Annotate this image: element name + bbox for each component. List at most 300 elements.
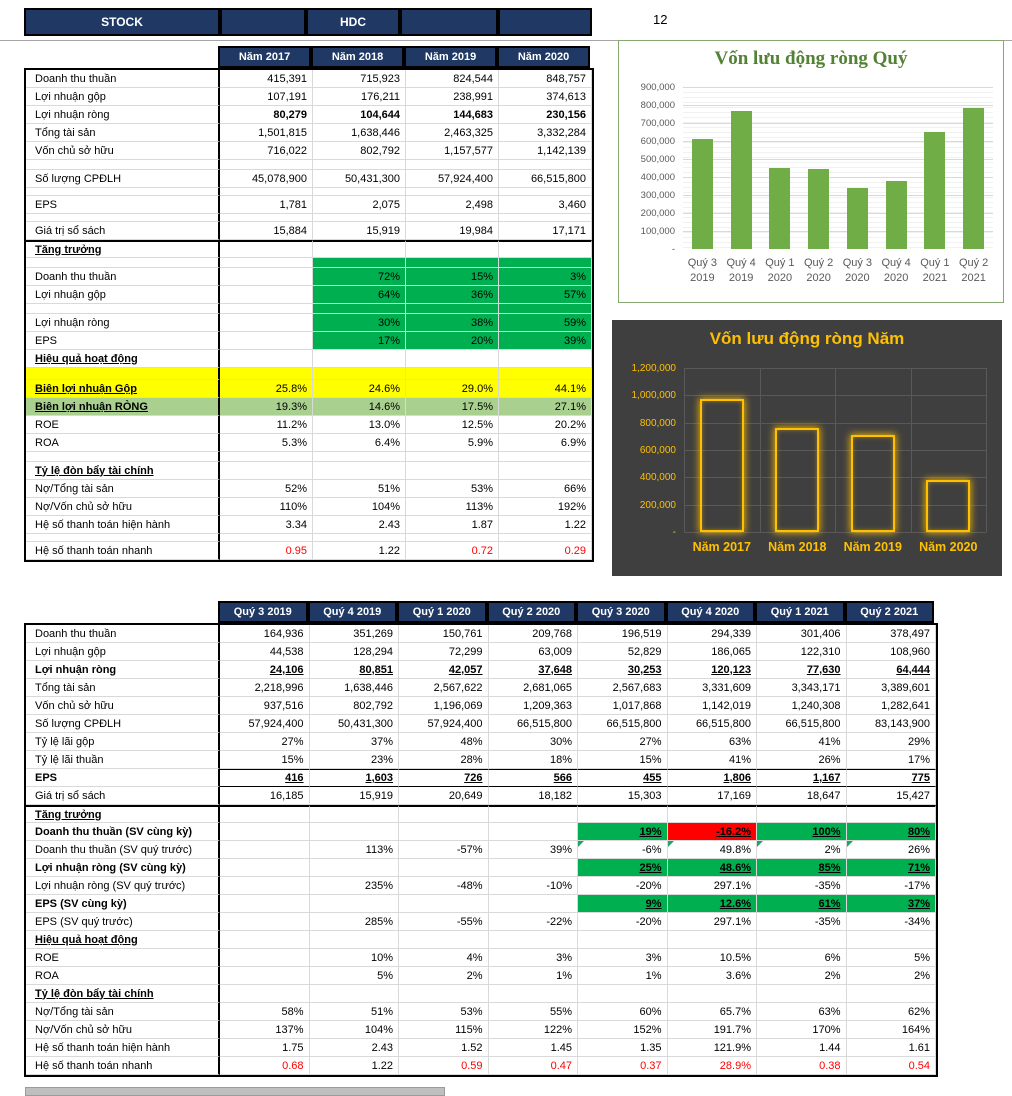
table-cell[interactable]: 1.87 bbox=[406, 516, 499, 534]
table-cell[interactable]: 5% bbox=[847, 949, 937, 967]
row-label[interactable]: Lợi nhuận ròng bbox=[26, 314, 220, 332]
table-cell[interactable] bbox=[220, 452, 313, 462]
table-cell[interactable] bbox=[310, 931, 400, 949]
quarterly-working-capital-chart[interactable] bbox=[618, 40, 1004, 303]
table-cell[interactable]: 716,022 bbox=[220, 142, 313, 160]
table-cell[interactable]: -35% bbox=[757, 913, 847, 931]
table-cell[interactable] bbox=[406, 304, 499, 314]
table-cell[interactable] bbox=[220, 286, 313, 304]
table-cell[interactable] bbox=[220, 314, 313, 332]
table-cell[interactable]: 2,567,683 bbox=[578, 679, 668, 697]
table-cell[interactable]: 715,923 bbox=[313, 70, 406, 88]
row-label[interactable]: Lợi nhuận gộp bbox=[26, 643, 220, 661]
table-cell[interactable] bbox=[499, 368, 592, 380]
row-label[interactable]: Lợi nhuận ròng (SV cùng kỳ) bbox=[26, 859, 220, 877]
table-cell[interactable]: 66,515,800 bbox=[499, 170, 592, 188]
table-cell[interactable]: 16,185 bbox=[220, 787, 310, 805]
table-cell[interactable]: 0.59 bbox=[399, 1057, 489, 1075]
table-cell[interactable] bbox=[220, 859, 310, 877]
table-cell[interactable]: 57,924,400 bbox=[220, 715, 310, 733]
table-cell[interactable]: 416 bbox=[220, 769, 310, 787]
table-cell[interactable] bbox=[220, 268, 313, 286]
table-cell[interactable]: 77,630 bbox=[757, 661, 847, 679]
table-cell[interactable]: 17% bbox=[847, 751, 937, 769]
table-cell[interactable] bbox=[489, 859, 579, 877]
row-label[interactable]: ROA bbox=[26, 434, 220, 452]
table-cell[interactable]: 17% bbox=[313, 332, 406, 350]
table-cell[interactable]: 122,310 bbox=[757, 643, 847, 661]
table-cell[interactable] bbox=[220, 160, 313, 170]
row-label[interactable]: EPS (SV quý trước) bbox=[26, 913, 220, 931]
table-cell[interactable]: 29.0% bbox=[406, 380, 499, 398]
table-cell[interactable] bbox=[220, 304, 313, 314]
table-cell[interactable]: 3.6% bbox=[668, 967, 758, 985]
table-cell[interactable]: 120,123 bbox=[668, 661, 758, 679]
table-cell[interactable] bbox=[313, 534, 406, 542]
row-label[interactable]: Giá trị sổ sách bbox=[26, 787, 220, 805]
table-cell[interactable]: 3,343,171 bbox=[757, 679, 847, 697]
table-cell[interactable]: 50,431,300 bbox=[310, 715, 400, 733]
table-cell[interactable]: 1% bbox=[578, 967, 668, 985]
table-cell[interactable]: 0.47 bbox=[489, 1057, 579, 1075]
row-label[interactable]: EPS bbox=[26, 769, 220, 787]
table-cell[interactable]: 104% bbox=[310, 1021, 400, 1039]
table-cell[interactable]: 64,444 bbox=[847, 661, 937, 679]
table-cell[interactable]: 121.9% bbox=[668, 1039, 758, 1057]
table-cell[interactable] bbox=[489, 895, 579, 913]
table-cell[interactable] bbox=[668, 931, 758, 949]
row-label[interactable]: Hệ số thanh toán hiện hành bbox=[26, 516, 220, 534]
table-cell[interactable]: 62% bbox=[847, 1003, 937, 1021]
row-label[interactable] bbox=[26, 214, 220, 222]
table-cell[interactable] bbox=[220, 534, 313, 542]
table-cell[interactable]: 3.34 bbox=[220, 516, 313, 534]
table-cell[interactable]: 12.6% bbox=[668, 895, 758, 913]
column-header[interactable]: Quý 1 2020 bbox=[397, 601, 487, 623]
table-cell[interactable]: 128,294 bbox=[310, 643, 400, 661]
table-cell[interactable] bbox=[757, 931, 847, 949]
table-cell[interactable]: 297.1% bbox=[668, 877, 758, 895]
table-cell[interactable]: 66,515,800 bbox=[668, 715, 758, 733]
table-cell[interactable] bbox=[220, 805, 310, 823]
table-cell[interactable] bbox=[220, 350, 313, 368]
table-cell[interactable]: 28% bbox=[399, 751, 489, 769]
stock-header-cell-empty[interactable] bbox=[498, 8, 592, 36]
table-cell[interactable]: 50,431,300 bbox=[313, 170, 406, 188]
table-cell[interactable]: 1,142,019 bbox=[668, 697, 758, 715]
table-cell[interactable] bbox=[499, 462, 592, 480]
row-label[interactable]: ROE bbox=[26, 416, 220, 434]
table-cell[interactable]: 1,603 bbox=[310, 769, 400, 787]
table-cell[interactable]: 0.37 bbox=[578, 1057, 668, 1075]
row-label[interactable]: Nợ/Vốn chủ sở hữu bbox=[26, 1021, 220, 1039]
table-cell[interactable] bbox=[220, 240, 313, 258]
stock-header-cell-stock[interactable]: STOCK bbox=[24, 8, 220, 36]
table-cell[interactable]: 15% bbox=[578, 751, 668, 769]
table-cell[interactable] bbox=[310, 823, 400, 841]
table-cell[interactable]: 137% bbox=[220, 1021, 310, 1039]
table-cell[interactable]: 3,460 bbox=[499, 196, 592, 214]
section-label[interactable]: Tỷ lệ đòn bẩy tài chính bbox=[26, 462, 220, 480]
table-cell[interactable]: -17% bbox=[847, 877, 937, 895]
table-cell[interactable]: 37% bbox=[847, 895, 937, 913]
table-cell[interactable] bbox=[399, 985, 489, 1003]
row-label[interactable]: Giá trị sổ sách bbox=[26, 222, 220, 240]
table-cell[interactable] bbox=[578, 805, 668, 823]
table-cell[interactable]: 110% bbox=[220, 498, 313, 516]
table-cell[interactable] bbox=[499, 258, 592, 268]
table-cell[interactable]: 301,406 bbox=[757, 625, 847, 643]
row-label[interactable]: Biên lợi nhuận RÒNG bbox=[26, 398, 220, 416]
table-cell[interactable]: 51% bbox=[310, 1003, 400, 1021]
table-cell[interactable] bbox=[489, 931, 579, 949]
table-cell[interactable]: 39% bbox=[489, 841, 579, 859]
table-cell[interactable] bbox=[310, 859, 400, 877]
table-cell[interactable]: 52,829 bbox=[578, 643, 668, 661]
table-cell[interactable]: 186,065 bbox=[668, 643, 758, 661]
section-label[interactable]: Tăng trưởng bbox=[26, 805, 220, 823]
table-cell[interactable]: 19% bbox=[578, 823, 668, 841]
table-cell[interactable]: 122% bbox=[489, 1021, 579, 1039]
table-cell[interactable]: 3% bbox=[578, 949, 668, 967]
table-cell[interactable]: -16.2% bbox=[668, 823, 758, 841]
table-cell[interactable]: 164,936 bbox=[220, 625, 310, 643]
table-cell[interactable] bbox=[313, 368, 406, 380]
row-label[interactable]: Lợi nhuận ròng (SV quý trước) bbox=[26, 877, 220, 895]
table-cell[interactable] bbox=[757, 985, 847, 1003]
table-cell[interactable]: 85% bbox=[757, 859, 847, 877]
table-cell[interactable]: 30% bbox=[313, 314, 406, 332]
table-cell[interactable]: 297.1% bbox=[668, 913, 758, 931]
table-cell[interactable]: 51% bbox=[313, 480, 406, 498]
table-cell[interactable]: 2% bbox=[757, 841, 847, 859]
table-cell[interactable]: 113% bbox=[406, 498, 499, 516]
table-cell[interactable] bbox=[220, 985, 310, 1003]
table-cell[interactable]: 5.3% bbox=[220, 434, 313, 452]
table-cell[interactable] bbox=[220, 931, 310, 949]
table-cell[interactable] bbox=[220, 214, 313, 222]
row-label[interactable] bbox=[26, 304, 220, 314]
row-label[interactable] bbox=[26, 452, 220, 462]
table-cell[interactable]: 57% bbox=[499, 286, 592, 304]
row-label[interactable]: Tổng tài sản bbox=[26, 679, 220, 697]
table-cell[interactable]: 66,515,800 bbox=[489, 715, 579, 733]
table-cell[interactable]: 802,792 bbox=[310, 697, 400, 715]
table-cell[interactable]: 104% bbox=[313, 498, 406, 516]
table-cell[interactable] bbox=[313, 240, 406, 258]
table-cell[interactable]: 285% bbox=[310, 913, 400, 931]
table-cell[interactable]: 1,017,868 bbox=[578, 697, 668, 715]
table-cell[interactable]: 64% bbox=[313, 286, 406, 304]
column-header[interactable]: Quý 3 2019 bbox=[218, 601, 308, 623]
column-header[interactable]: Quý 4 2019 bbox=[308, 601, 398, 623]
table-cell[interactable] bbox=[406, 462, 499, 480]
table-cell[interactable]: 49.8% bbox=[668, 841, 758, 859]
table-cell[interactable] bbox=[220, 462, 313, 480]
table-cell[interactable]: 2% bbox=[847, 967, 937, 985]
table-cell[interactable]: 374,613 bbox=[499, 88, 592, 106]
row-label[interactable]: Lợi nhuận ròng bbox=[26, 661, 220, 679]
table-cell[interactable]: 726 bbox=[399, 769, 489, 787]
table-cell[interactable]: 294,339 bbox=[668, 625, 758, 643]
table-cell[interactable] bbox=[313, 258, 406, 268]
table-cell[interactable] bbox=[406, 350, 499, 368]
table-cell[interactable]: 170% bbox=[757, 1021, 847, 1039]
table-cell[interactable]: 2,498 bbox=[406, 196, 499, 214]
table-cell[interactable]: 415,391 bbox=[220, 70, 313, 88]
table-cell[interactable]: 66% bbox=[499, 480, 592, 498]
table-cell[interactable]: 26% bbox=[847, 841, 937, 859]
column-header[interactable]: Quý 2 2021 bbox=[845, 601, 935, 623]
row-label[interactable]: ROE bbox=[26, 949, 220, 967]
table-cell[interactable]: 19,984 bbox=[406, 222, 499, 240]
table-cell[interactable]: -35% bbox=[757, 877, 847, 895]
column-header[interactable]: Quý 3 2020 bbox=[576, 601, 666, 623]
table-cell[interactable]: 3% bbox=[489, 949, 579, 967]
table-cell[interactable]: -20% bbox=[578, 913, 668, 931]
table-cell[interactable]: 848,757 bbox=[499, 70, 592, 88]
row-label[interactable]: Doanh thu thuần bbox=[26, 268, 220, 286]
table-cell[interactable] bbox=[310, 805, 400, 823]
table-cell[interactable] bbox=[499, 304, 592, 314]
table-cell[interactable] bbox=[578, 985, 668, 1003]
table-cell[interactable]: 6.9% bbox=[499, 434, 592, 452]
table-cell[interactable]: 13.0% bbox=[313, 416, 406, 434]
table-cell[interactable] bbox=[406, 452, 499, 462]
table-cell[interactable] bbox=[499, 240, 592, 258]
table-cell[interactable]: 80% bbox=[847, 823, 937, 841]
row-label[interactable]: Số lượng CPĐLH bbox=[26, 170, 220, 188]
table-cell[interactable]: 1,209,363 bbox=[489, 697, 579, 715]
table-cell[interactable]: 14.6% bbox=[313, 398, 406, 416]
table-cell[interactable]: 100% bbox=[757, 823, 847, 841]
table-cell[interactable] bbox=[313, 350, 406, 368]
table-cell[interactable]: 1,638,446 bbox=[313, 124, 406, 142]
table-cell[interactable]: 937,516 bbox=[220, 697, 310, 715]
table-cell[interactable]: 192% bbox=[499, 498, 592, 516]
table-cell[interactable]: 44,538 bbox=[220, 643, 310, 661]
table-cell[interactable]: 235% bbox=[310, 877, 400, 895]
yearly-working-capital-chart[interactable] bbox=[612, 320, 1002, 576]
table-cell[interactable]: -22% bbox=[489, 913, 579, 931]
table-cell[interactable]: 1% bbox=[489, 967, 579, 985]
table-cell[interactable]: 72% bbox=[313, 268, 406, 286]
table-cell[interactable]: 2% bbox=[399, 967, 489, 985]
table-cell[interactable]: 113% bbox=[310, 841, 400, 859]
row-label[interactable]: EPS bbox=[26, 332, 220, 350]
row-label[interactable]: Biên lợi nhuận Gộp bbox=[26, 380, 220, 398]
table-cell[interactable]: 351,269 bbox=[310, 625, 400, 643]
table-cell[interactable]: 80,279 bbox=[220, 106, 313, 124]
row-label[interactable]: Nợ/Tổng tài sản bbox=[26, 480, 220, 498]
row-label[interactable]: Tổng tài sản bbox=[26, 124, 220, 142]
table-cell[interactable]: 37,648 bbox=[489, 661, 579, 679]
table-cell[interactable]: 10% bbox=[310, 949, 400, 967]
table-cell[interactable]: 53% bbox=[399, 1003, 489, 1021]
table-cell[interactable]: 5% bbox=[310, 967, 400, 985]
table-cell[interactable]: 238,991 bbox=[406, 88, 499, 106]
table-cell[interactable]: 36% bbox=[406, 286, 499, 304]
table-cell[interactable]: 1.22 bbox=[313, 542, 406, 560]
table-cell[interactable]: 1.35 bbox=[578, 1039, 668, 1057]
table-cell[interactable]: 65.7% bbox=[668, 1003, 758, 1021]
table-cell[interactable]: 66,515,800 bbox=[757, 715, 847, 733]
row-label[interactable]: ROA bbox=[26, 967, 220, 985]
table-cell[interactable] bbox=[399, 859, 489, 877]
table-cell[interactable]: 1.44 bbox=[757, 1039, 847, 1057]
table-cell[interactable]: 1,196,069 bbox=[399, 697, 489, 715]
table-cell[interactable]: 30,253 bbox=[578, 661, 668, 679]
table-cell[interactable] bbox=[220, 877, 310, 895]
table-cell[interactable]: 15,919 bbox=[310, 787, 400, 805]
table-cell[interactable] bbox=[847, 985, 937, 1003]
table-cell[interactable] bbox=[399, 823, 489, 841]
table-cell[interactable]: 108,960 bbox=[847, 643, 937, 661]
row-label[interactable]: Doanh thu thuần (SV quý trước) bbox=[26, 841, 220, 859]
table-cell[interactable]: 17.5% bbox=[406, 398, 499, 416]
table-cell[interactable] bbox=[220, 332, 313, 350]
row-label[interactable]: Lợi nhuận gộp bbox=[26, 88, 220, 106]
row-label[interactable]: Tỷ lệ lãi gộp bbox=[26, 733, 220, 751]
table-cell[interactable]: 378,497 bbox=[847, 625, 937, 643]
table-cell[interactable] bbox=[313, 214, 406, 222]
table-cell[interactable]: 12.5% bbox=[406, 416, 499, 434]
table-cell[interactable]: -20% bbox=[578, 877, 668, 895]
table-cell[interactable] bbox=[489, 805, 579, 823]
row-label[interactable]: EPS bbox=[26, 196, 220, 214]
table-cell[interactable]: 37% bbox=[310, 733, 400, 751]
table-cell[interactable] bbox=[220, 913, 310, 931]
table-cell[interactable]: -55% bbox=[399, 913, 489, 931]
table-cell[interactable]: 2,218,996 bbox=[220, 679, 310, 697]
table-cell[interactable]: 1,638,446 bbox=[310, 679, 400, 697]
table-cell[interactable]: 17,169 bbox=[668, 787, 758, 805]
table-cell[interactable] bbox=[313, 452, 406, 462]
table-cell[interactable]: 42,057 bbox=[399, 661, 489, 679]
row-label[interactable]: Lợi nhuận ròng bbox=[26, 106, 220, 124]
table-cell[interactable]: 2,681,065 bbox=[489, 679, 579, 697]
table-cell[interactable]: 61% bbox=[757, 895, 847, 913]
table-cell[interactable] bbox=[489, 823, 579, 841]
table-cell[interactable]: 24.6% bbox=[313, 380, 406, 398]
table-cell[interactable]: 6.4% bbox=[313, 434, 406, 452]
table-cell[interactable]: 2.43 bbox=[310, 1039, 400, 1057]
table-cell[interactable]: 25.8% bbox=[220, 380, 313, 398]
section-label[interactable]: Tỷ lệ đòn bẩy tài chính bbox=[26, 985, 220, 1003]
column-header[interactable]: Năm 2019 bbox=[404, 46, 497, 68]
table-cell[interactable] bbox=[489, 985, 579, 1003]
table-cell[interactable]: 115% bbox=[399, 1021, 489, 1039]
table-cell[interactable] bbox=[406, 534, 499, 542]
table-cell[interactable]: 104,644 bbox=[313, 106, 406, 124]
table-cell[interactable]: 0.95 bbox=[220, 542, 313, 560]
table-cell[interactable] bbox=[847, 805, 937, 823]
table-cell[interactable]: 28.9% bbox=[668, 1057, 758, 1075]
table-cell[interactable]: -57% bbox=[399, 841, 489, 859]
table-cell[interactable] bbox=[578, 931, 668, 949]
table-cell[interactable]: 11.2% bbox=[220, 416, 313, 434]
table-cell[interactable]: 15,884 bbox=[220, 222, 313, 240]
table-cell[interactable]: 17,171 bbox=[499, 222, 592, 240]
stock-header-cell-empty[interactable] bbox=[220, 8, 306, 36]
table-cell[interactable]: 30% bbox=[489, 733, 579, 751]
table-cell[interactable]: 2,075 bbox=[313, 196, 406, 214]
stock-header-cell-hdc[interactable]: HDC bbox=[306, 8, 400, 36]
table-cell[interactable]: 3,331,609 bbox=[668, 679, 758, 697]
table-cell[interactable]: 15,919 bbox=[313, 222, 406, 240]
table-cell[interactable]: 196,519 bbox=[578, 625, 668, 643]
table-cell[interactable] bbox=[406, 240, 499, 258]
row-label[interactable]: Số lượng CPĐLH bbox=[26, 715, 220, 733]
table-cell[interactable]: 15,427 bbox=[847, 787, 937, 805]
table-cell[interactable] bbox=[313, 188, 406, 196]
table-cell[interactable]: 27.1% bbox=[499, 398, 592, 416]
row-label[interactable]: Tỷ lệ lãi thuần bbox=[26, 751, 220, 769]
table-cell[interactable]: -48% bbox=[399, 877, 489, 895]
table-cell[interactable] bbox=[406, 368, 499, 380]
table-cell[interactable] bbox=[220, 895, 310, 913]
table-cell[interactable]: 52% bbox=[220, 480, 313, 498]
stock-header-cell-empty[interactable] bbox=[400, 8, 498, 36]
table-cell[interactable] bbox=[399, 931, 489, 949]
table-cell[interactable]: 63,009 bbox=[489, 643, 579, 661]
table-cell[interactable]: 1,167 bbox=[757, 769, 847, 787]
table-cell[interactable] bbox=[757, 805, 847, 823]
table-cell[interactable]: 1.61 bbox=[847, 1039, 937, 1057]
table-cell[interactable]: 41% bbox=[757, 733, 847, 751]
table-cell[interactable]: 24,106 bbox=[220, 661, 310, 679]
table-cell[interactable]: 10.5% bbox=[668, 949, 758, 967]
row-label[interactable]: Lợi nhuận gộp bbox=[26, 286, 220, 304]
column-header[interactable]: Năm 2017 bbox=[218, 46, 311, 68]
table-cell[interactable] bbox=[499, 188, 592, 196]
row-label[interactable] bbox=[26, 368, 220, 380]
column-header[interactable]: Năm 2020 bbox=[497, 46, 590, 68]
table-cell[interactable]: 3% bbox=[499, 268, 592, 286]
table-cell[interactable]: 152% bbox=[578, 1021, 668, 1039]
table-cell[interactable]: 57,924,400 bbox=[399, 715, 489, 733]
table-cell[interactable]: 80,851 bbox=[310, 661, 400, 679]
table-cell[interactable]: 1,142,139 bbox=[499, 142, 592, 160]
row-label[interactable]: Hệ số thanh toán hiện hành bbox=[26, 1039, 220, 1057]
table-cell[interactable]: 38% bbox=[406, 314, 499, 332]
table-cell[interactable]: 0.72 bbox=[406, 542, 499, 560]
section-label[interactable]: Tăng trưởng bbox=[26, 240, 220, 258]
row-label[interactable] bbox=[26, 160, 220, 170]
table-cell[interactable] bbox=[220, 368, 313, 380]
table-cell[interactable]: 20% bbox=[406, 332, 499, 350]
table-cell[interactable]: 15,303 bbox=[578, 787, 668, 805]
row-label[interactable]: Hệ số thanh toán nhanh bbox=[26, 542, 220, 560]
table-cell[interactable] bbox=[406, 214, 499, 222]
row-label[interactable]: Doanh thu thuần bbox=[26, 70, 220, 88]
table-cell[interactable]: 27% bbox=[220, 733, 310, 751]
table-cell[interactable] bbox=[220, 823, 310, 841]
table-cell[interactable] bbox=[313, 160, 406, 170]
table-cell[interactable]: 83,143,900 bbox=[847, 715, 937, 733]
table-cell[interactable]: 26% bbox=[757, 751, 847, 769]
table-cell[interactable]: 455 bbox=[578, 769, 668, 787]
table-cell[interactable]: 57,924,400 bbox=[406, 170, 499, 188]
table-cell[interactable]: 20,649 bbox=[399, 787, 489, 805]
table-cell[interactable]: -6% bbox=[578, 841, 668, 859]
table-cell[interactable]: 1,501,815 bbox=[220, 124, 313, 142]
row-label[interactable]: Vốn chủ sở hữu bbox=[26, 142, 220, 160]
table-cell[interactable]: 1,781 bbox=[220, 196, 313, 214]
table-cell[interactable]: 1.22 bbox=[310, 1057, 400, 1075]
table-cell[interactable]: 1.22 bbox=[499, 516, 592, 534]
table-cell[interactable]: 1,282,641 bbox=[847, 697, 937, 715]
